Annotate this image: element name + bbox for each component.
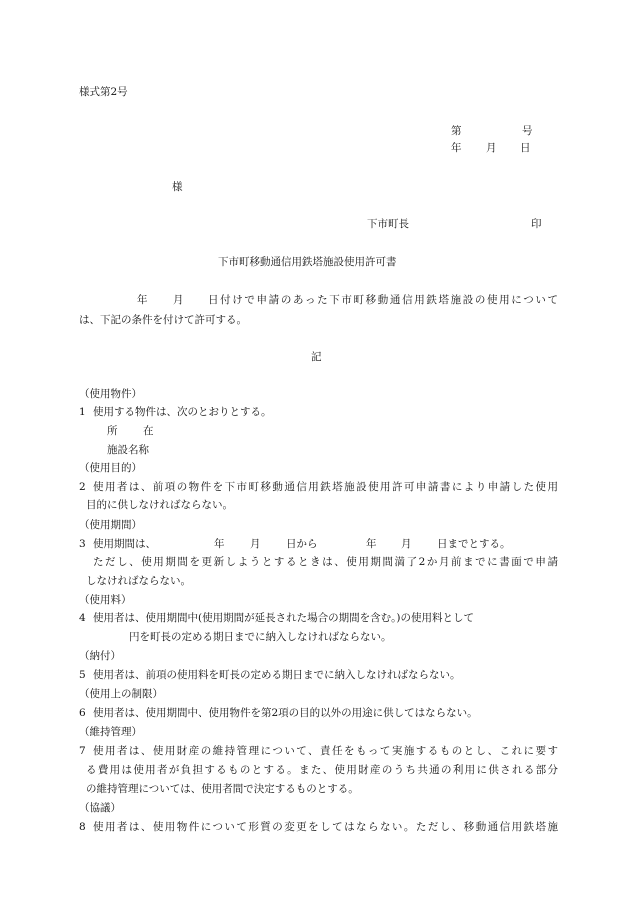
section-8-line-1: 使用者は、使用物件について形質の変更をしてはならない。ただし、移動通信用鉄塔施 (93, 821, 558, 833)
issuer-seal: 印 (531, 218, 542, 230)
section-4-number: 4 (79, 612, 86, 624)
section-5-line-1: 使用者は、前項の使用料を町長の定める期日までに納入しなければならない。 (93, 669, 461, 681)
section-2-number: 2 (79, 481, 86, 493)
section-7-heading: （維持管理） (79, 726, 142, 738)
issuer-name: 下市町長 (367, 218, 409, 230)
section-6-line-1: 使用者は、使用期間中、使用物件を第2項の目的以外の用途に供してはならない。 (93, 707, 478, 719)
section-5-number: 5 (79, 669, 86, 681)
section-7-number: 7 (79, 745, 86, 757)
doc-number-suffix: 号 (522, 125, 533, 137)
section-1-heading: （使用物件） (79, 388, 142, 400)
period-start-month-label: 月 (250, 538, 261, 550)
section-7-line-1: 使用者は、使用財産の維持管理について、責任をもって実施するものとし、これに要す (93, 745, 558, 757)
addressee-suffix: 様 (172, 181, 183, 193)
intro-line-2: は、下記の条件を付けて許可する。 (79, 314, 247, 326)
ki-heading: 記 (311, 351, 322, 363)
document-title: 下市町移動通信用鉄塔施設使用許可書 (218, 256, 397, 268)
section-3-line-2: ただし、使用期間を更新しようとするときは、使用期間満了2か月前までに書面で申請 (93, 556, 558, 568)
section-5-heading: （納付） (79, 650, 121, 662)
section-8-heading: （協議） (79, 802, 121, 814)
intro-year-label: 年 (137, 294, 148, 306)
section-1-line-1: 使用する物件は、次のとおりとする。 (93, 406, 272, 418)
date-day-label: 日 (520, 142, 531, 154)
doc-number-prefix: 第 (451, 125, 462, 137)
section-4-heading: （使用料） (79, 594, 132, 606)
intro-month-label: 月 (173, 294, 184, 306)
section-1-number: 1 (79, 406, 86, 418)
date-month-label: 月 (486, 142, 497, 154)
period-end-day-label: 日までとする。 (437, 538, 511, 550)
section-2-line-2: 目的に供しなければならない。 (86, 499, 233, 511)
section-3-lead: 使用期間は、 (93, 538, 156, 550)
location-label-b: 在 (143, 425, 154, 437)
section-7-line-2: る費用は使用者が負担するものとする。また、使用財産のうち共通の利用に供される部分 (86, 764, 558, 776)
section-2-line-1: 使用者は、前項の物件を下市町移動通信用鉄塔施設使用許可申請書により申請した使用 (93, 481, 558, 493)
location-label-a: 所 (107, 425, 118, 437)
date-year-label: 年 (451, 142, 462, 154)
intro-line-1: 日付けで申請のあった下市町移動通信用鉄塔施設の使用について (208, 294, 558, 306)
period-start-day-label: 日から (286, 538, 318, 550)
section-3-line-3: しなければならない。 (86, 575, 191, 587)
section-3-heading: （使用期間） (79, 519, 142, 531)
section-6-heading: （使用上の制限） (79, 688, 163, 700)
period-start-year-label: 年 (214, 538, 225, 550)
section-7-line-3: の維持管理については、使用者間で決定するものとする。 (86, 783, 359, 795)
section-3-number: 3 (79, 538, 86, 550)
period-end-year-label: 年 (366, 538, 377, 550)
period-end-month-label: 月 (401, 538, 412, 550)
section-8-number: 8 (79, 821, 86, 833)
section-6-number: 6 (79, 707, 86, 719)
form-number: 様式第2号 (79, 86, 128, 98)
facility-name-label: 施設名称 (107, 444, 149, 456)
section-4-line-1: 使用者は、使用期間中(使用期間が延長された場合の期間を含む。)の使用料として (93, 612, 474, 624)
section-2-heading: （使用目的） (79, 462, 142, 474)
section-4-line-2: 円を町長の定める期日までに納入しなければならない。 (129, 631, 392, 643)
